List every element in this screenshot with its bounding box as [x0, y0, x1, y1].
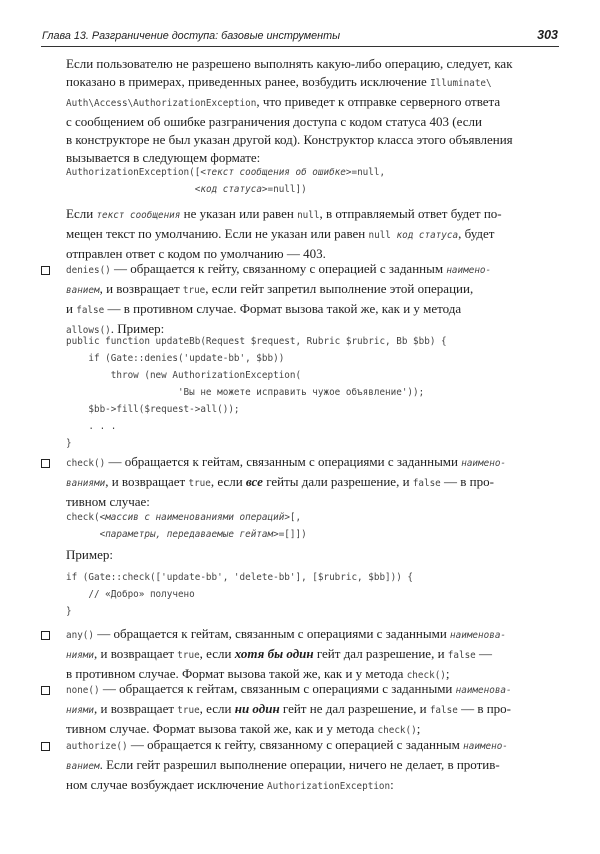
text-line: [66, 645, 556, 665]
text-line: [66, 280, 556, 300]
text-line: [66, 260, 556, 280]
code: >=null,: [345, 167, 386, 178]
text: —: [475, 646, 493, 661]
text: — обращается к гейтам, связанным с операциями с заданными: [105, 454, 462, 469]
text: — в про-: [457, 701, 511, 716]
intro-paragraph: [66, 55, 556, 167]
text: — в про-: [440, 474, 494, 489]
code-param: текст сообщения об ошибке: [205, 167, 346, 178]
text: гейты дали разрешение, и: [262, 474, 413, 489]
code-block-constructor: [66, 164, 385, 198]
example-label: [66, 546, 556, 564]
inline-code: authorize(): [66, 741, 128, 752]
inline-code-param: наименова-: [455, 685, 512, 696]
code: >=null]): [261, 184, 307, 195]
inline-code-param: наимено-: [463, 741, 508, 752]
inline-code: null: [297, 210, 320, 221]
page-number: 303: [537, 28, 558, 42]
text: , если: [210, 474, 246, 489]
code: >[,: [284, 512, 302, 523]
code: <: [66, 529, 106, 540]
text: Если пользователю не разрешено выполнять какую-либо операцию, следует, как: [66, 56, 513, 71]
text: вызывается в следующем формате:: [66, 150, 261, 165]
code-param: параметры, передаваемые гейтам: [105, 529, 274, 540]
text: отправлен ответ с кодом по умолчанию — 403.: [66, 246, 326, 261]
text-line: [66, 73, 556, 93]
text: ном случае возбуждает исключение: [66, 777, 267, 792]
text: , и возвращает: [94, 646, 178, 661]
inline-code: allows(): [66, 325, 111, 336]
emphasis: все: [245, 474, 263, 489]
text: , и возвращает: [99, 281, 183, 296]
text-line: [66, 131, 556, 149]
none-description: [66, 680, 556, 740]
text: , если: [199, 701, 235, 716]
inline-code-param: ниями: [66, 650, 94, 661]
code-line: }: [66, 438, 72, 449]
text: — обращается к гейту, связанному с операцией с заданным: [127, 737, 464, 752]
code-line: public function updateBb(Request $request, Rubric $rubric, Bb $bb) {: [66, 336, 447, 347]
code-line: . . .: [66, 421, 117, 432]
text: , что приведет к отправке серверного ответа: [256, 94, 501, 109]
text: :: [390, 777, 394, 792]
code-block-check-format: [66, 509, 307, 543]
text-line: [66, 453, 556, 473]
inline-code: true: [182, 285, 206, 296]
code-line: // «Добро» получено: [66, 589, 195, 600]
text: с сообщением об ошибке разграничения доступа с кодом статуса 403 (если: [66, 114, 482, 129]
inline-code: check(): [406, 670, 446, 681]
inline-code: false: [429, 705, 458, 716]
inline-code-param: текст сообщения: [96, 210, 181, 221]
text: в противном случае. Формат вызова такой же, как и у метода: [66, 666, 407, 681]
text: — обращается к гейтам, связанным с операциями с заданными: [99, 681, 456, 696]
running-header: [41, 26, 559, 47]
text: , если гейт запретил выполнение этой операции,: [205, 281, 474, 296]
text-line: [66, 205, 556, 225]
code: >=[]]): [273, 529, 307, 540]
text: Если: [66, 206, 97, 221]
check-description: [66, 453, 556, 511]
inline-code: false: [412, 478, 441, 489]
text-line: [66, 55, 556, 73]
text: , и возвращает: [105, 474, 189, 489]
bullet-square-icon: [41, 459, 50, 468]
code-line: if (Gate::denies('update-bb', $bb)): [66, 353, 285, 364]
inline-code: true: [188, 478, 211, 489]
text-line: [66, 700, 556, 720]
code: <: [66, 184, 201, 195]
inline-code-param: наимено-: [446, 265, 492, 276]
code-line: }: [66, 606, 72, 617]
inline-code: check(): [377, 725, 417, 736]
text: , если: [199, 646, 235, 661]
any-description: [66, 625, 556, 685]
inline-code: denies(): [66, 265, 111, 276]
denies-description: [66, 260, 556, 340]
emphasis: хотя бы один: [234, 646, 314, 661]
code-block-denies-example: [66, 333, 447, 452]
text-line: [66, 93, 556, 113]
text: — обращается к гейтам, связанным с операциями с заданными: [94, 626, 451, 641]
authorize-description: [66, 736, 556, 796]
text: в конструкторе не был указан другой код). Конструктор класса этого объявления: [66, 132, 513, 147]
bullet-square-icon: [41, 742, 50, 751]
text: и: [66, 301, 77, 316]
text-line: [66, 776, 556, 796]
text-line: [66, 680, 556, 700]
code-line: $bb->fill($request->all());: [66, 404, 240, 415]
text: . Пример:: [110, 321, 165, 336]
text: тивном случае. Формат вызова такой же, как и у метода: [66, 721, 378, 736]
inline-code-param: ваниями: [66, 478, 106, 489]
inline-code: any(): [66, 630, 94, 641]
emphasis: ни один: [234, 701, 280, 716]
bullet-square-icon: [41, 266, 50, 275]
defaults-paragraph: [66, 205, 556, 263]
inline-code: none(): [66, 685, 100, 696]
text: — обращается к гейту, связанному с операцией с заданным: [110, 261, 447, 276]
text: , будет: [458, 226, 495, 241]
text-line: [66, 113, 556, 131]
code: check(<: [66, 512, 106, 523]
inline-code-param: код статуса: [396, 230, 459, 241]
text: показано в примерах, приведенных ранее, возбудить исключение: [66, 74, 431, 89]
code-line: if (Gate::check(['update-bb', 'delete-bb'], [$rubric, $bb])) {: [66, 572, 414, 583]
text-line: [66, 736, 556, 756]
code-param: код статуса: [200, 184, 262, 195]
text: Пример:: [66, 547, 113, 562]
text: , в отправляемый ответ будет по-: [319, 206, 502, 221]
inline-code: true: [177, 705, 200, 716]
text-line: [66, 300, 556, 320]
inline-code: false: [76, 305, 105, 316]
inline-code: true: [177, 650, 200, 661]
text-line: [66, 756, 556, 776]
inline-code: Illuminate\: [430, 78, 492, 89]
inline-code: check(): [66, 458, 106, 469]
bullet-square-icon: [41, 686, 50, 695]
inline-code: null: [368, 230, 391, 241]
text: гейт не дал разрешение, и: [279, 701, 430, 716]
text: ;: [445, 666, 450, 681]
inline-code: AuthorizationException: [266, 781, 391, 792]
chapter-title: Глава 13. Разграничение доступа: базовые инструменты: [42, 30, 341, 42]
text-line: [66, 625, 556, 645]
text: — в противном случае. Формат вызова такой же, как и у метода: [104, 301, 462, 316]
text: . Если гейт разрешил выполнение операции, ничего не делает, в против-: [99, 757, 500, 772]
code-line: throw (new AuthorizationException(: [66, 370, 302, 381]
text-line: [66, 225, 556, 245]
text-line: [66, 473, 556, 493]
inline-code-param: наимено-: [461, 458, 507, 469]
text: ;: [416, 721, 421, 736]
code-line: 'Вы не можете исправить чужое объявление'));: [66, 387, 425, 398]
text: , и возвращает: [94, 701, 178, 716]
text: не указан или равен: [180, 206, 298, 221]
inline-code: Auth\Access\AuthorizationException: [66, 98, 257, 109]
inline-code-param: ванием: [66, 285, 100, 296]
inline-code-param: наименова-: [450, 630, 507, 641]
inline-code: false: [447, 650, 476, 661]
inline-code-param: ниями: [66, 705, 94, 716]
code-param: массив с наименованиями операций: [105, 512, 285, 523]
code: AuthorizationException([<: [66, 167, 206, 178]
inline-code-param: ванием: [66, 761, 100, 772]
code-block-check-example: [66, 569, 413, 620]
bullet-square-icon: [41, 631, 50, 640]
text: тивном случае:: [66, 494, 150, 509]
text: гейт дал разрешение, и: [313, 646, 448, 661]
text: мещен текст по умолчанию. Если не указан или равен: [66, 226, 369, 241]
